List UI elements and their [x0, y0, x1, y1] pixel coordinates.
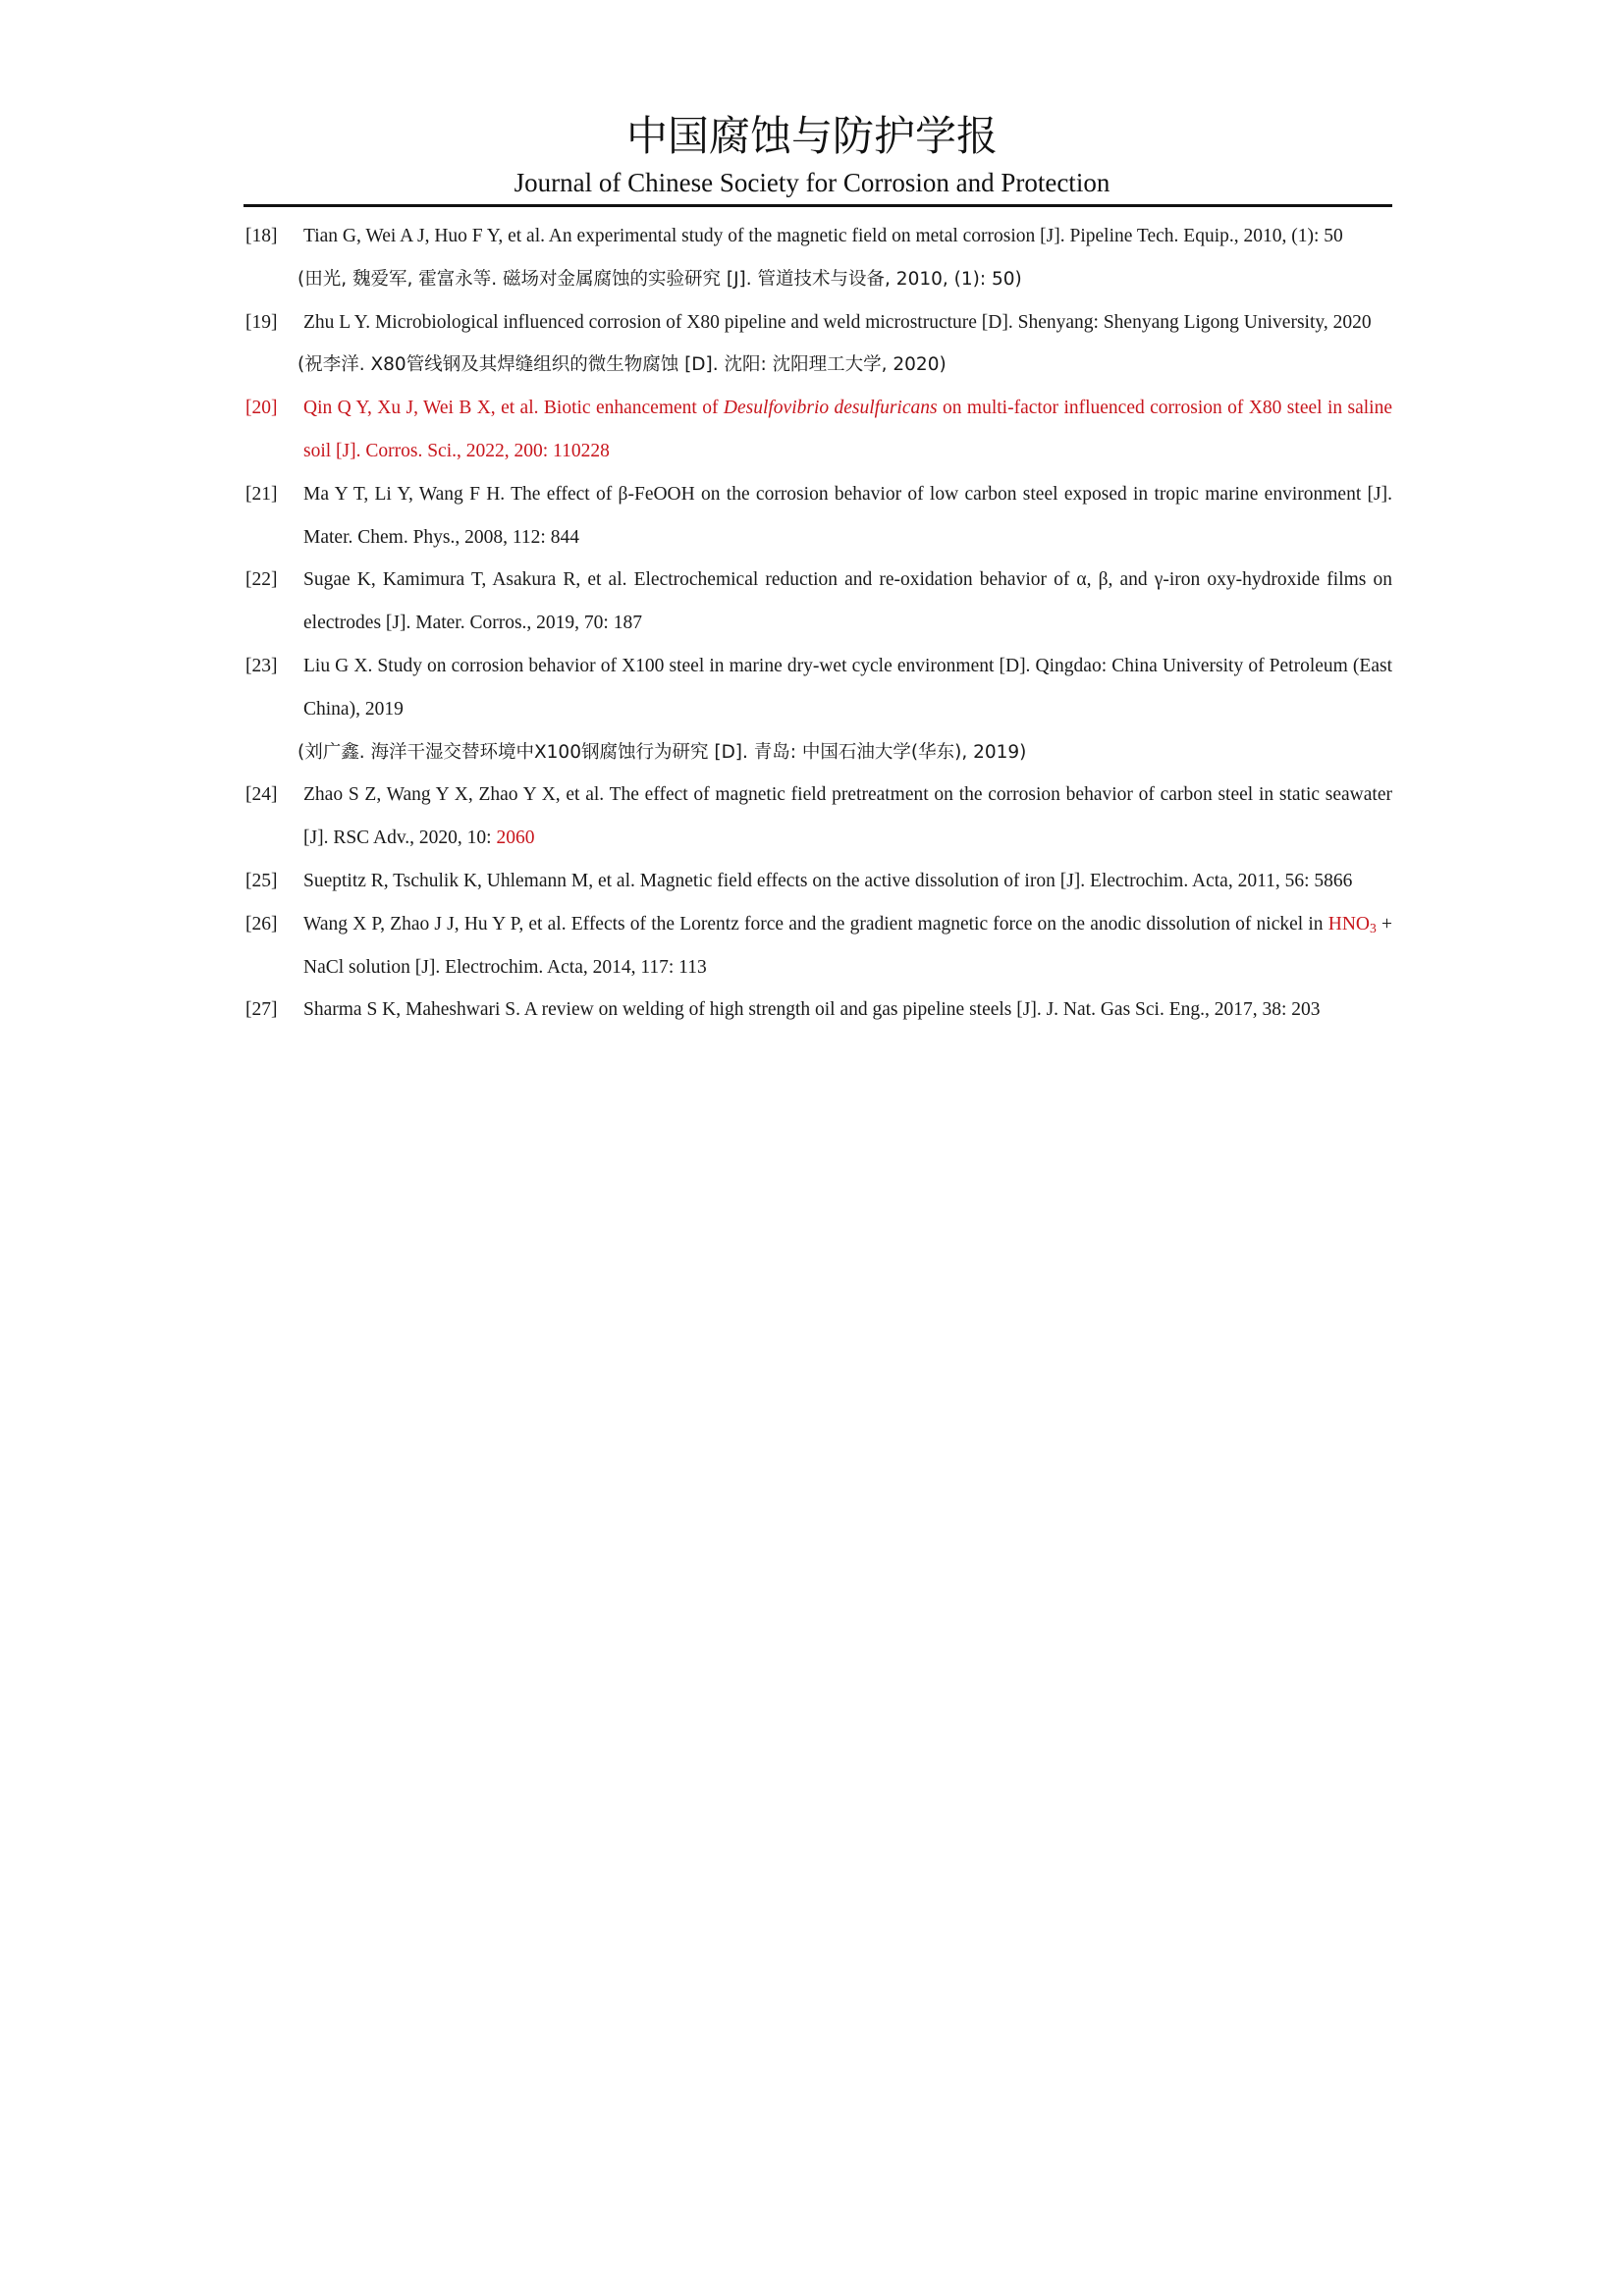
reference-item — [244, 387, 1392, 473]
reference-number: [21] — [245, 483, 278, 505]
reference-text-cn: (田光, 魏爱军, 霍富永等. 磁场对金属腐蚀的实验研究 [J]. 管道技术与设备, 2010, (1): 50) — [298, 268, 1022, 290]
reference-text-cn: (祝李洋. X80管线钢及其焊缝组织的微生物腐蚀 [D]. 沈阳: 沈阳理工大学, 2020) — [298, 354, 947, 376]
reference-number: [19] — [245, 311, 278, 333]
reference-list — [244, 215, 1392, 1032]
reference-item — [244, 988, 1392, 1032]
species-name: Desulfovibrio desulfuricans — [723, 398, 938, 419]
reference-text-cn: (刘广鑫. 海洋干湿交替环境中X100钢腐蚀行为研究 [D]. 青岛: 中国石油大学(华东), 2019) — [298, 741, 1027, 763]
journal-title-cn: 中国腐蚀与防护学报 — [625, 112, 998, 160]
reference-number: [22] — [245, 569, 278, 591]
reference-text: Sharma S K, Maheshwari S. A review on welding of high strength oil and gas pipeline steels [J]. J. Nat. Gas Sci. Eng., 2017, 38: 203 — [303, 999, 1321, 1021]
reference-text — [303, 903, 1392, 989]
journal-title-en: Journal of Chinese Society for Corrosion and Protection — [514, 168, 1110, 197]
reference-text: Tian G, Wei A J, Huo F Y, et al. An experimental study of the magnetic field on metal corrosion [J]. Pipeline Tech. Equip., 2010, (1): 50 — [303, 226, 1343, 246]
reference-text-part: Qin Q Y, Xu J, Wei B X, et al. Biotic enhancement of — [303, 398, 724, 419]
reference-item — [244, 860, 1392, 903]
reference-number: [24] — [245, 784, 278, 806]
reference-text — [303, 387, 1392, 473]
reference-number: [26] — [245, 913, 278, 934]
reference-item — [244, 645, 1392, 774]
reference-number: [23] — [245, 655, 278, 676]
reference-text-part: Wang X P, Zhao J J, Hu Y P, et al. Effects of the Lorentz force and the gradient magnetic force on the anodic dissolution of nickel in — [303, 913, 1328, 934]
reference-item — [244, 215, 1392, 301]
reference-number: [18] — [245, 226, 278, 246]
reference-number: [27] — [245, 999, 278, 1021]
highlighted-page: 2060 — [496, 828, 535, 849]
formula-subscript: 3 — [1369, 920, 1377, 935]
header-rule — [244, 204, 1392, 207]
reference-text: Sugae K, Kamimura T, Asakura R, et al. Electrochemical reduction and re-oxidation behavior of α, β, and γ-iron oxy-hydroxide films on electrodes [J]. Mater. Corros., 2019, 70: 187 — [303, 569, 1392, 634]
reference-item — [244, 903, 1392, 989]
reference-text: Ma Y T, Li Y, Wang F H. The effect of β-FeOOH on the corrosion behavior of low carbon steel exposed in tropic marine environment [J]. Mater. Chem. Phys., 2008, 112: 844 — [303, 483, 1392, 548]
reference-text-part: + NaCl solution [J]. Electrochim. Acta, 2014, 117: 113 — [303, 913, 1392, 978]
reference-number: [25] — [245, 870, 278, 891]
reference-item — [244, 774, 1392, 860]
reference-text-part: Zhao S Z, Wang Y X, Zhao Y X, et al. The effect of magnetic field pretreatment on the corrosion behavior of carbon steel in static seawater [J]. RSC Adv., 2020, 10: — [303, 784, 1392, 849]
reference-item — [244, 559, 1392, 645]
reference-text: Liu G X. Study on corrosion behavior of X100 steel in marine dry-wet cycle environment [D]. Qingdao: China University of Petroleum (East China), 2019 — [303, 655, 1392, 720]
reference-number: [20] — [245, 398, 278, 419]
reference-item — [244, 301, 1392, 388]
reference-item — [244, 473, 1392, 560]
reference-text: Zhu L Y. Microbiological influenced corrosion of X80 pipeline and weld microstructure [D]. Shenyang: Shenyang Ligong University, 2020 — [303, 311, 1372, 333]
reference-text: Sueptitz R, Tschulik K, Uhlemann M, et al. Magnetic field effects on the active dissolution of iron [J]. Electrochim. Acta, 2011, 56: 5866 — [303, 870, 1353, 891]
formula-base: HNO — [1327, 913, 1370, 934]
highlighted-formula — [1328, 914, 1377, 934]
reference-text-part: on multi-factor influenced corrosion of X80 steel in saline soil [J]. Corros. Sci., 2022, 200: 110228 — [303, 398, 1392, 461]
reference-text — [303, 774, 1392, 860]
